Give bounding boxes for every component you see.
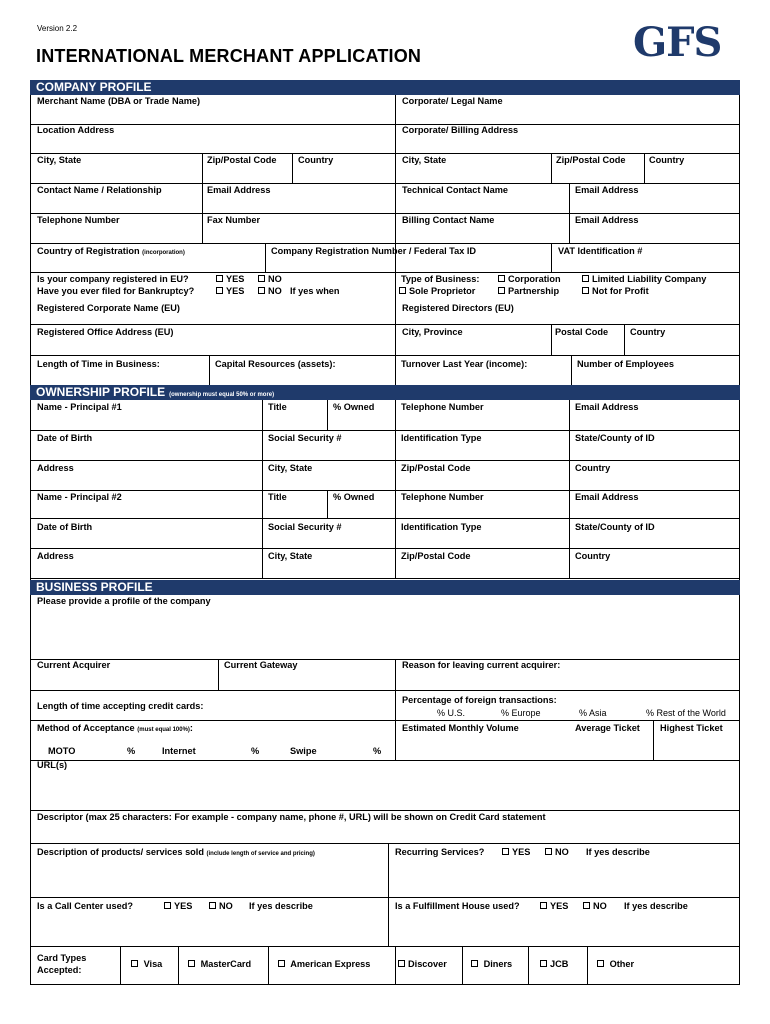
if-yes-when-field[interactable]: If yes when — [290, 286, 340, 296]
checkbox-icon — [258, 275, 265, 282]
checkbox-icon — [498, 287, 505, 294]
tech-contact-field[interactable]: Technical Contact Name — [402, 185, 509, 195]
checkbox-icon — [188, 960, 195, 967]
current-gateway-field[interactable]: Current Gateway — [224, 660, 298, 670]
checkbox-icon — [209, 902, 216, 909]
principal1-zip-field[interactable]: Zip/Postal Code — [401, 463, 471, 473]
company-profile-field[interactable]: Please provide a profile of the company — [37, 596, 211, 606]
current-acquirer-field[interactable]: Current Acquirer — [37, 660, 111, 670]
principal2-country-field[interactable]: Country — [575, 551, 611, 561]
pct-rest-field[interactable]: % Rest of the World — [646, 708, 726, 718]
company-profile-title: COMPANY PROFILE — [36, 80, 152, 94]
country-registration-field[interactable]: Country of Registration (incorporation) — [37, 246, 185, 256]
checkbox-icon — [258, 287, 265, 294]
highest-ticket-field[interactable]: Highest Ticket — [660, 723, 723, 733]
version-label: Version 2.2 — [37, 24, 78, 33]
billing-email-field[interactable]: Email Address — [575, 215, 639, 225]
country-field[interactable]: Country — [298, 155, 334, 165]
call-center-label: Is a Call Center used? — [37, 901, 133, 911]
zip-field[interactable]: Zip/Postal Code — [207, 155, 277, 165]
gfs-logo: GFS — [633, 19, 722, 66]
diners-checkbox[interactable]: Diners — [471, 959, 512, 970]
bankruptcy-question: Have you ever filed for Bankruptcy? — [37, 286, 195, 296]
principal1-title-field[interactable]: Title — [268, 402, 287, 412]
email-field[interactable]: Email Address — [207, 185, 271, 195]
fulfillment-no-checkbox[interactable]: NO — [583, 901, 607, 912]
city-state-field[interactable]: City, State — [37, 155, 82, 165]
fulfillment-yes-checkbox[interactable]: YES — [540, 901, 568, 912]
page-title: INTERNATIONAL MERCHANT APPLICATION — [36, 46, 422, 66]
checkbox-icon — [471, 960, 478, 967]
principal1-city-field[interactable]: City, State — [268, 463, 313, 473]
telephone-field[interactable]: Telephone Number — [37, 215, 120, 225]
sole-proprietor-checkbox[interactable]: Sole Proprietor — [399, 286, 475, 297]
principal2-zip-field[interactable]: Zip/Postal Code — [401, 551, 471, 561]
call-center-no-checkbox[interactable]: NO — [209, 901, 233, 912]
urls-field[interactable]: URL(s) — [37, 760, 68, 770]
pct-us-field[interactable]: % U.S. — [437, 708, 466, 718]
principal2-name-field[interactable]: Name - Principal #2 — [37, 492, 122, 502]
principal1-email-field[interactable]: Email Address — [575, 402, 639, 412]
bankruptcy-no-checkbox[interactable]: NO — [258, 286, 282, 297]
checkbox-icon — [131, 960, 138, 967]
mastercard-checkbox[interactable]: MasterCard — [188, 959, 251, 970]
swipe-label: Swipe — [290, 746, 317, 756]
checkbox-icon — [164, 902, 171, 909]
principal2-id-type-field[interactable]: Identification Type — [401, 522, 482, 532]
legal-name-field[interactable]: Corporate/ Legal Name — [402, 96, 503, 106]
city-province-field[interactable]: City, Province — [402, 327, 463, 337]
eu-question: Is your company registered in EU? — [37, 274, 189, 284]
amex-checkbox[interactable]: American Express — [278, 959, 370, 970]
recurring-label: Recurring Services? — [395, 847, 485, 857]
eu-yes-checkbox[interactable]: YES — [216, 274, 244, 285]
principal1-state-id-field[interactable]: State/County of ID — [575, 433, 655, 443]
location-address-field[interactable]: Location Address — [37, 125, 115, 135]
business-profile-title: BUSINESS PROFILE — [36, 580, 153, 594]
checkbox-icon — [597, 960, 604, 967]
principal1-telephone-field[interactable]: Telephone Number — [401, 402, 484, 412]
reg-country-field[interactable]: Country — [630, 327, 666, 337]
checkbox-icon — [216, 275, 223, 282]
recurring-describe-field[interactable]: If yes describe — [586, 847, 650, 857]
ownership-profile-header — [30, 385, 740, 400]
jcb-checkbox[interactable]: JCB — [540, 959, 568, 970]
merchant-name-field[interactable]: Merchant Name (DBA or Trade Name) — [37, 96, 201, 106]
principal2-ssn-field[interactable]: Social Security # — [268, 522, 342, 532]
other-checkbox[interactable]: Other — [597, 959, 634, 970]
card-types-label: Card Types — [37, 953, 87, 963]
method-acceptance-label: Method of Acceptance (must equal 100%): — [37, 723, 193, 733]
monthly-volume-field[interactable]: Estimated Monthly Volume — [402, 723, 519, 733]
principal1-owned-field[interactable]: % Owned — [333, 402, 375, 412]
company-reg-field[interactable]: Company Registration Number / Federal Tax ID — [271, 246, 477, 256]
principal1-ssn-field[interactable]: Social Security # — [268, 433, 342, 443]
principal2-telephone-field[interactable]: Telephone Number — [401, 492, 484, 502]
ownership-note: (ownership must equal 50% or more) — [169, 392, 275, 398]
billing-address-field[interactable]: Corporate/ Billing Address — [402, 125, 519, 135]
checkbox-icon — [502, 848, 509, 855]
length-time-field[interactable]: Length of Time in Business: — [37, 359, 160, 369]
principal2-title-field[interactable]: Title — [268, 492, 287, 502]
contact-name-field[interactable]: Contact Name / Relationship — [37, 185, 162, 195]
pct-asia-field[interactable]: % Asia — [579, 708, 607, 718]
principal1-address-field[interactable]: Address — [37, 463, 74, 473]
principal1-id-type-field[interactable]: Identification Type — [401, 433, 482, 443]
turnover-field[interactable]: Turnover Last Year (income): — [401, 359, 528, 369]
llc-checkbox[interactable]: Limited Liability Company — [582, 274, 706, 285]
checkbox-icon — [582, 287, 589, 294]
billing-city-state-field[interactable]: City, State — [402, 155, 447, 165]
descriptor-field[interactable]: Descriptor (max 25 characters: For example - company name, phone #, URL) will be shown on Credit Card statement — [37, 812, 546, 822]
partnership-checkbox[interactable]: Partnership — [498, 286, 559, 297]
card-accepted-label: Accepted: — [37, 965, 82, 975]
reg-corp-name-field[interactable]: Registered Corporate Name (EU) — [37, 303, 180, 313]
principal2-city-field[interactable]: City, State — [268, 551, 313, 561]
fulfillment-describe-field[interactable]: If yes describe — [624, 901, 688, 911]
billing-country-field[interactable]: Country — [649, 155, 685, 165]
capital-field[interactable]: Capital Resources (assets): — [215, 359, 336, 369]
recurring-yes-checkbox[interactable]: YES — [502, 847, 530, 858]
reason-leaving-field[interactable]: Reason for leaving current acquirer: — [402, 660, 561, 670]
swipe-percent-field[interactable]: % — [373, 746, 382, 756]
postal-code-field[interactable]: Postal Code — [555, 327, 609, 337]
checkbox-icon — [583, 902, 590, 909]
checkbox-icon — [216, 287, 223, 294]
checkbox-icon — [540, 902, 547, 909]
fulfillment-label: Is a Fulfillment House used? — [395, 901, 520, 911]
length-cc-field[interactable]: Length of time accepting credit cards: — [37, 701, 204, 711]
checkbox-icon — [498, 275, 505, 282]
principal2-dob-field[interactable]: Date of Birth — [37, 522, 93, 532]
principal2-owned-field[interactable]: % Owned — [333, 492, 375, 502]
principal1-country-field[interactable]: Country — [575, 463, 611, 473]
principal2-email-field[interactable]: Email Address — [575, 492, 639, 502]
pct-foreign-label: Percentage of foreign transactions: — [402, 695, 557, 705]
internet-label: Internet — [162, 746, 196, 756]
checkbox-icon — [278, 960, 285, 967]
principal1-dob-field[interactable]: Date of Birth — [37, 433, 93, 443]
not-for-profit-checkbox[interactable]: Not for Profit — [582, 286, 649, 297]
call-center-describe-field[interactable]: If yes describe — [249, 901, 313, 911]
business-profile-header — [30, 580, 740, 595]
checkbox-icon — [582, 275, 589, 282]
checkbox-icon — [398, 960, 405, 967]
checkbox-icon — [399, 287, 406, 294]
bankruptcy-yes-checkbox[interactable]: YES — [216, 286, 244, 297]
pct-europe-field[interactable]: % Europe — [501, 708, 541, 718]
visa-checkbox[interactable]: Visa — [131, 959, 162, 970]
description-products-field[interactable]: Description of products/ services sold (include length of service and pricing) — [37, 847, 315, 857]
principal1-name-field[interactable]: Name - Principal #1 — [37, 402, 122, 412]
billing-zip-field[interactable]: Zip/Postal Code — [556, 155, 626, 165]
reg-office-field[interactable]: Registered Office Address (EU) — [37, 327, 174, 337]
recurring-no-checkbox[interactable]: NO — [545, 847, 569, 858]
corporation-checkbox[interactable]: Corporation — [498, 274, 561, 285]
checkbox-icon — [545, 848, 552, 855]
checkbox-icon — [540, 960, 547, 967]
company-profile-header — [30, 80, 740, 95]
average-ticket-field[interactable]: Average Ticket — [575, 723, 640, 733]
moto-percent-field[interactable]: % — [127, 746, 136, 756]
call-center-yes-checkbox[interactable]: YES — [164, 901, 192, 912]
reg-directors-field[interactable]: Registered Directors (EU) — [402, 303, 514, 313]
billing-contact-field[interactable]: Billing Contact Name — [402, 215, 495, 225]
tech-email-field[interactable]: Email Address — [575, 185, 639, 195]
principal2-address-field[interactable]: Address — [37, 551, 74, 561]
fax-field[interactable]: Fax Number — [207, 215, 261, 225]
moto-label: MOTO — [48, 746, 76, 756]
principal2-state-id-field[interactable]: State/County of ID — [575, 522, 655, 532]
ownership-profile-title: OWNERSHIP PROFILE — [36, 385, 166, 399]
eu-no-checkbox[interactable]: NO — [258, 274, 282, 285]
vat-field[interactable]: VAT Identification # — [558, 246, 643, 256]
discover-checkbox[interactable]: Discover — [398, 959, 447, 970]
internet-percent-field[interactable]: % — [251, 746, 260, 756]
employees-field[interactable]: Number of Employees — [577, 359, 675, 369]
type-of-business-label: Type of Business: — [401, 274, 480, 284]
